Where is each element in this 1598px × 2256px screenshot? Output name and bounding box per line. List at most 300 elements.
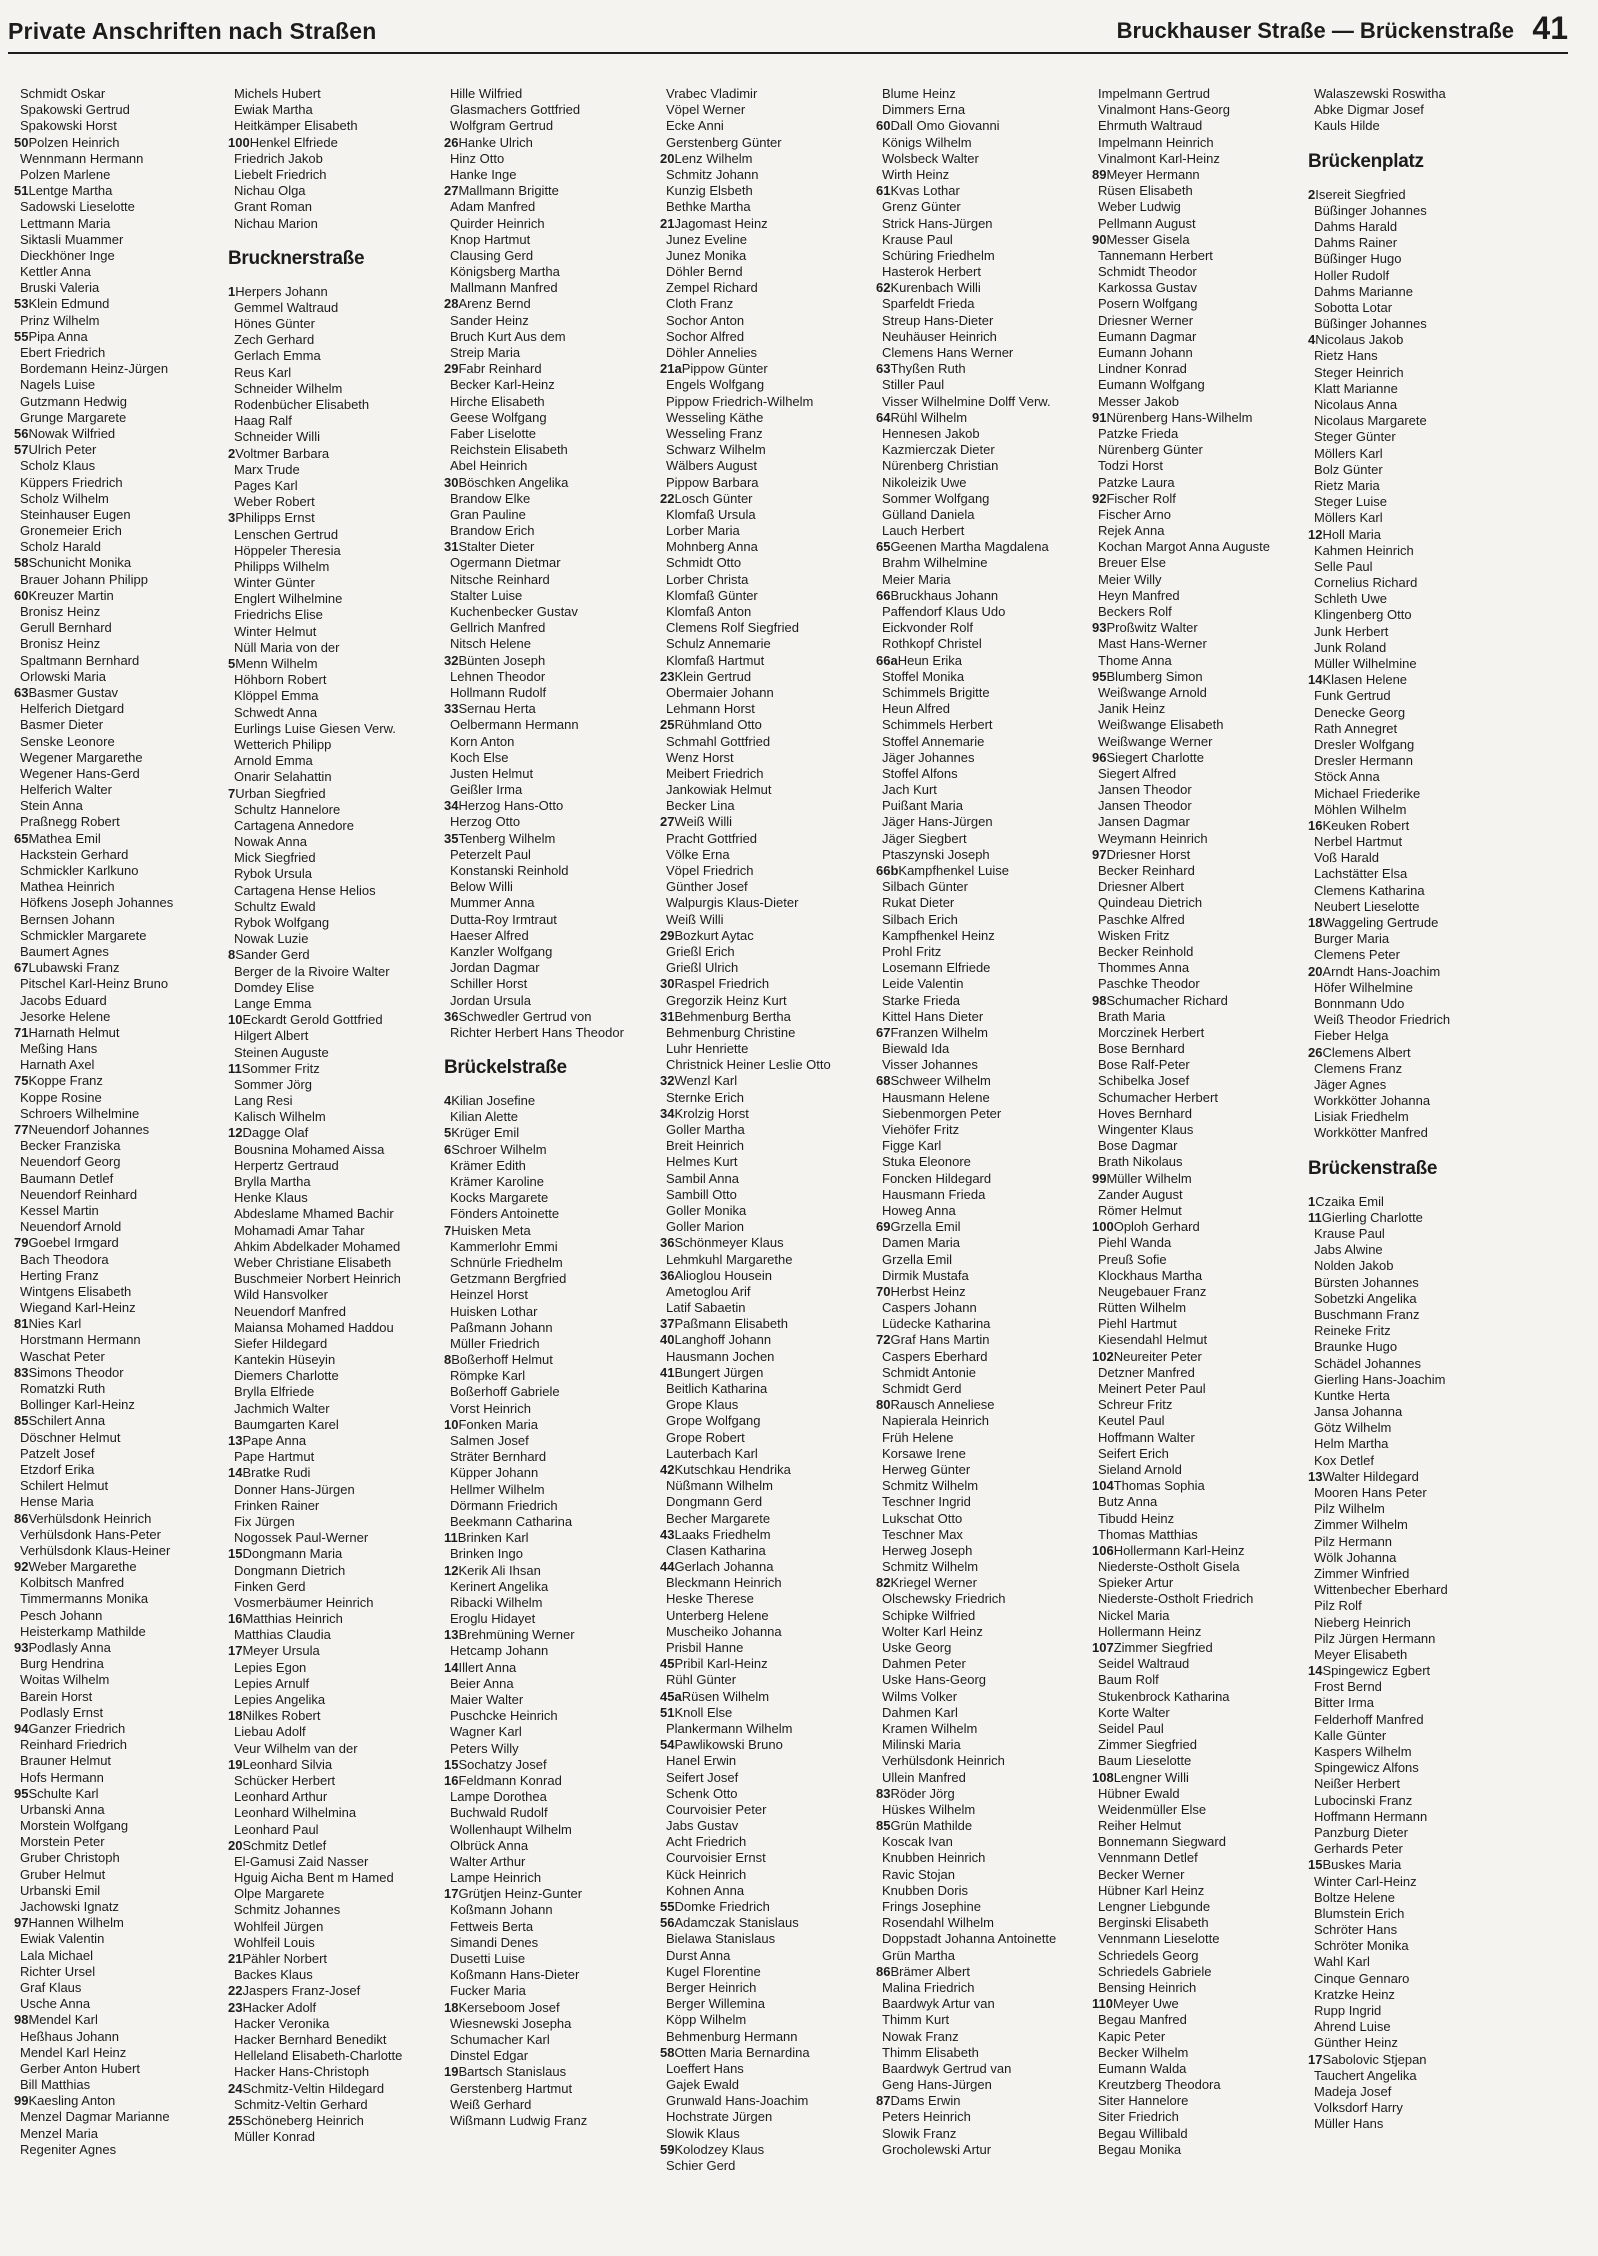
- resident-entry: [1092, 879, 1308, 895]
- resident-name: Burger Maria: [1314, 931, 1390, 947]
- house-number: 22: [660, 490, 675, 506]
- house-number: 44: [660, 1559, 675, 1575]
- resident-name: Krämer Edith: [450, 1157, 526, 1173]
- resident-name: Knubben Doris: [882, 1882, 968, 1898]
- resident-name: Pape Hartmut: [234, 1449, 315, 1465]
- resident-name: Howeg Anna: [882, 1202, 956, 1218]
- resident-name: Müller Wilhelmine: [1314, 656, 1417, 671]
- resident-name: Becker Wilhelm: [1098, 2044, 1189, 2060]
- resident-name: Eumann Dagmar: [1098, 328, 1197, 344]
- resident-name: Workkötter Johanna: [1314, 1093, 1431, 1109]
- resident-entry: [444, 199, 660, 215]
- resident-name: Luhr Henriette: [666, 1041, 749, 1057]
- resident-entry: [1308, 1615, 1524, 1631]
- resident-entry: [444, 701, 660, 717]
- resident-name: Etzdorf Erika: [20, 1461, 95, 1477]
- resident-name: Keuken Robert: [1322, 817, 1410, 833]
- resident-entry: [876, 361, 1092, 377]
- directory-column-3: [444, 86, 660, 2129]
- resident-entry: [444, 1676, 660, 1692]
- resident-name: Hoffmann Hermann: [1314, 1808, 1428, 1824]
- resident-entry: [14, 1899, 230, 1915]
- resident-entry: [228, 1627, 444, 1643]
- resident-entry: [1092, 296, 1308, 312]
- resident-name: Dahmen Peter: [882, 1656, 966, 1672]
- resident-name: Schmahl Gottfried: [666, 733, 771, 749]
- resident-name: Siktasli Muammer: [20, 231, 124, 247]
- resident-name: Kuntke Herta: [1314, 1387, 1390, 1403]
- resident-name: Ahkim Abdelkader Mohamed: [234, 1238, 401, 1254]
- resident-entry: [1092, 1073, 1308, 1089]
- resident-name: Simons Theodor: [28, 1364, 124, 1380]
- resident-name: Sommer Jörg: [234, 1076, 313, 1092]
- resident-entry: [660, 1656, 876, 1672]
- resident-name: Pippow Friedrich-Wilhelm: [666, 393, 814, 409]
- resident-entry: [14, 1009, 230, 1025]
- house-number: 25: [228, 2112, 243, 2128]
- resident-entry: [1308, 118, 1524, 134]
- resident-name: Zech Gerhard: [234, 332, 315, 348]
- resident-entry: [876, 717, 1092, 733]
- resident-name: Bonnmann Udo: [1314, 995, 1405, 1011]
- resident-name: Wesseling Käthe: [666, 409, 764, 425]
- resident-name: Berger Willemina: [666, 1996, 765, 2012]
- resident-entry: [876, 199, 1092, 215]
- resident-entry: [14, 1397, 230, 1413]
- resident-entry: [228, 381, 444, 397]
- resident-entry: [444, 993, 660, 1009]
- resident-name: Kochan Margot Anna Auguste: [1098, 539, 1271, 555]
- resident-name: Mohnberg Anna: [666, 539, 758, 555]
- resident-entry: [1308, 1077, 1524, 1093]
- resident-name: Gerber Anton Hubert: [20, 2060, 140, 2076]
- house-number: 10: [444, 1416, 459, 1432]
- resident-entry: [876, 507, 1092, 523]
- resident-name: Herweg Günter: [882, 1461, 971, 1477]
- resident-entry: [1308, 1469, 1524, 1485]
- resident-name: Hollermann Heinz: [1098, 1623, 1202, 1639]
- resident-entry: [876, 1041, 1092, 1057]
- resident-entry: [660, 620, 876, 636]
- house-number: 30: [444, 474, 459, 490]
- resident-entry: [876, 2045, 1092, 2061]
- resident-name: Grzella Emil: [890, 1219, 961, 1235]
- resident-name: Rybok Wolfgang: [234, 915, 330, 930]
- resident-name: Olbrück Anna: [450, 1837, 529, 1853]
- resident-entry: [660, 102, 876, 118]
- resident-name: Baumgarten Karel: [234, 1416, 339, 1432]
- resident-name: Steger Günter: [1314, 429, 1396, 445]
- resident-name: Schimmels Herbert: [882, 717, 993, 733]
- resident-entry: [14, 1624, 230, 1640]
- resident-name: Leonhard Arthur: [234, 1789, 328, 1805]
- resident-entry: [444, 1465, 660, 1481]
- house-number: 86: [14, 1510, 29, 1526]
- resident-name: Clemens Albert: [1322, 1044, 1411, 1060]
- resident-name: Kuchenbecker Gustav: [450, 604, 578, 619]
- resident-name: Wegener Margarethe: [20, 749, 143, 765]
- resident-name: Sambill Otto: [666, 1186, 737, 1202]
- resident-entry: [660, 2109, 876, 2125]
- resident-entry: [660, 1899, 876, 1915]
- resident-name: Begau Monika: [1098, 2141, 1182, 2157]
- resident-name: Waggeling Gertrude: [1322, 915, 1439, 930]
- resident-entry: [444, 766, 660, 782]
- house-number: 67: [876, 1024, 891, 1040]
- resident-name: Peters Willy: [450, 1740, 519, 1756]
- resident-name: Steger Luise: [1314, 494, 1387, 510]
- resident-name: Henke Klaus: [234, 1190, 308, 1206]
- resident-name: Kerik Ali Ihsan: [458, 1562, 541, 1578]
- resident-name: Biewald Ida: [882, 1041, 950, 1057]
- resident-entry: [228, 446, 444, 462]
- resident-entry: [228, 2097, 444, 2113]
- resident-entry: [1308, 2068, 1524, 2084]
- house-number: 29: [444, 361, 459, 377]
- resident-entry: [14, 1057, 230, 1073]
- resident-name: Zimmer Siegfried: [1098, 1737, 1197, 1753]
- resident-entry: [660, 993, 876, 1009]
- resident-name: Menzel Dagmar Marianne: [20, 2109, 170, 2125]
- resident-entry: [14, 1138, 230, 1154]
- resident-entry: [660, 1430, 876, 1446]
- resident-entry: [14, 2109, 230, 2125]
- resident-entry: [660, 491, 876, 507]
- resident-entry: [876, 1413, 1092, 1429]
- resident-entry: [660, 928, 876, 944]
- resident-entry: [228, 1805, 444, 1821]
- house-number: 70: [876, 1283, 891, 1299]
- resident-name: Dongmann Maria: [242, 1546, 343, 1562]
- resident-name: Brylla Martha: [234, 1174, 311, 1189]
- resident-entry: [1308, 1728, 1524, 1744]
- resident-name: Schmickler Karlkuno: [20, 863, 139, 878]
- resident-entry: [14, 1365, 230, 1381]
- resident-name: Blume Heinz: [882, 86, 956, 101]
- resident-entry: [660, 1365, 876, 1381]
- resident-entry: [228, 1660, 444, 1676]
- resident-entry: [1308, 1938, 1524, 1954]
- resident-name: Reichstein Elisabeth: [450, 442, 568, 458]
- resident-entry: [228, 365, 444, 381]
- resident-entry: [14, 717, 230, 733]
- resident-name: Heisterkamp Mathilde: [20, 1623, 146, 1639]
- resident-name: Bordemann Heinz-Jürgen: [20, 361, 169, 377]
- resident-entry: [1308, 381, 1524, 397]
- resident-name: Koch Else: [450, 749, 509, 765]
- resident-name: Lehnen Theodor: [450, 668, 546, 684]
- house-number: 20: [228, 1837, 243, 1853]
- resident-entry: [660, 507, 876, 523]
- resident-entry: [14, 1106, 230, 1122]
- resident-entry: [660, 1413, 876, 1429]
- resident-entry: [1308, 1210, 1524, 1226]
- resident-entry: [444, 572, 660, 588]
- resident-name: Dieckhöner Inge: [20, 247, 115, 263]
- resident-entry: [660, 701, 876, 717]
- resident-entry: [876, 264, 1092, 280]
- resident-name: Beekmann Catharina: [450, 1513, 573, 1529]
- resident-entry: [876, 1931, 1092, 1947]
- resident-entry: [660, 1980, 876, 1996]
- resident-entry: [228, 624, 444, 640]
- resident-name: Ewiak Valentin: [20, 1931, 105, 1947]
- resident-name: Patzelt Josef: [20, 1445, 95, 1461]
- resident-name: Huisken Meta: [451, 1222, 531, 1238]
- resident-entry: [1308, 478, 1524, 494]
- resident-name: Nolden Jakob: [1314, 1258, 1394, 1274]
- resident-name: Küpper Johann: [450, 1465, 539, 1481]
- resident-name: Vennmann Detlef: [1098, 1850, 1198, 1866]
- house-number: 18: [228, 1708, 243, 1724]
- resident-name: Knubben Heinrich: [882, 1850, 986, 1866]
- house-number: 34: [444, 798, 459, 814]
- resident-name: Paschke Alfred: [1098, 911, 1185, 927]
- resident-entry: [1308, 1194, 1524, 1210]
- resident-entry: [14, 879, 230, 895]
- resident-entry: [1308, 1874, 1524, 1890]
- house-number: 66b: [876, 863, 899, 878]
- resident-name: Helleland Elisabeth-Charlotte: [234, 2048, 403, 2064]
- house-number: 35: [444, 830, 459, 846]
- resident-entry: [1308, 1226, 1524, 1242]
- resident-name: Brauner Helmut: [20, 1753, 112, 1769]
- resident-name: Buskes Maria: [1322, 1857, 1402, 1873]
- resident-name: Nickel Maria: [1098, 1607, 1170, 1623]
- resident-name: Graf Hans Martin: [890, 1332, 990, 1348]
- resident-name: Höfer Wilhelmine: [1314, 979, 1413, 995]
- resident-entry: [14, 2012, 230, 2028]
- resident-name: Wenzl Karl: [674, 1073, 738, 1089]
- resident-entry: [228, 2032, 444, 2048]
- resident-name: Sternke Erich: [666, 1089, 745, 1105]
- resident-entry: [444, 1627, 660, 1643]
- resident-entry: [876, 1219, 1092, 1235]
- resident-name: Lala Michael: [20, 1947, 93, 1963]
- resident-entry: [228, 2016, 444, 2032]
- resident-name: Stalter Dieter: [458, 539, 535, 555]
- resident-name: Weiß Willi: [674, 814, 732, 830]
- resident-entry: [228, 996, 444, 1012]
- resident-entry: [228, 947, 444, 963]
- resident-entry: [444, 669, 660, 685]
- resident-entry: [14, 847, 230, 863]
- resident-name: Schilert Anna: [28, 1413, 106, 1429]
- resident-entry: [660, 1786, 876, 1802]
- resident-entry: [876, 1753, 1092, 1769]
- resident-name: Schüring Friedhelm: [882, 247, 995, 263]
- resident-name: Thomas Matthias: [1098, 1526, 1198, 1542]
- resident-name: Kilian Alette: [450, 1109, 518, 1125]
- resident-name: Frinken Rainer: [234, 1497, 320, 1513]
- resident-entry: [1308, 769, 1524, 785]
- resident-entry: [660, 151, 876, 167]
- resident-name: Weißwange Werner: [1098, 733, 1213, 749]
- resident-entry: [14, 976, 230, 992]
- resident-entry: [444, 361, 660, 377]
- resident-entry: [14, 1268, 230, 1284]
- resident-entry: [228, 818, 444, 834]
- resident-name: Bruch Kurt Aus dem: [450, 328, 566, 344]
- resident-name: Glasmachers Gottfried: [450, 102, 581, 118]
- resident-name: Schimmels Brigitte: [882, 684, 990, 700]
- resident-entry: [444, 1417, 660, 1433]
- resident-name: Baardwyk Artur van: [882, 1996, 995, 2012]
- resident-name: Nowak Anna: [234, 834, 307, 850]
- resident-entry: [1092, 1090, 1308, 1106]
- resident-name: Schmidt Antonie: [882, 1364, 976, 1380]
- resident-name: Breit Heinrich: [666, 1138, 745, 1154]
- resident-entry: [1092, 1284, 1308, 1300]
- resident-entry: [444, 1093, 660, 1109]
- resident-name: Morczinek Herbert: [1098, 1024, 1205, 1040]
- resident-entry: [1092, 2061, 1308, 2077]
- resident-entry: [14, 442, 230, 458]
- resident-name: Krüger Emil: [451, 1125, 520, 1141]
- resident-name: Bungert Jürgen: [674, 1364, 764, 1380]
- house-number: 93: [14, 1640, 29, 1655]
- resident-name: Loeffert Hans: [666, 2060, 744, 2076]
- resident-name: Wolter Karl Heinz: [882, 1623, 983, 1639]
- resident-name: Huisken Lothar: [450, 1303, 538, 1319]
- resident-entry: [14, 653, 230, 669]
- resident-entry: [1092, 1689, 1308, 1705]
- resident-entry: [876, 669, 1092, 685]
- resident-name: Lorber Maria: [666, 523, 740, 539]
- resident-name: Gerstenberg Hartmut: [450, 2080, 573, 2096]
- house-number: 45: [660, 1656, 675, 1672]
- resident-name: Sommer Wolfgang: [882, 490, 990, 506]
- resident-name: Jaspers Franz-Josef: [242, 1983, 361, 1999]
- resident-entry: [444, 831, 660, 847]
- resident-entry: [228, 980, 444, 996]
- resident-name: Kiesendahl Helmut: [1098, 1332, 1208, 1348]
- resident-entry: [1092, 1527, 1308, 1543]
- resident-entry: [876, 135, 1092, 151]
- house-number: 1: [228, 283, 236, 299]
- resident-entry: [14, 604, 230, 620]
- resident-entry: [1092, 1591, 1308, 1607]
- resident-entry: [660, 1737, 876, 1753]
- resident-name: Goller Monika: [666, 1202, 747, 1218]
- resident-entry: [228, 300, 444, 316]
- resident-entry: [228, 183, 444, 199]
- resident-entry: [1308, 413, 1524, 429]
- resident-entry: [1308, 1045, 1524, 1061]
- resident-name: Hacker Adolf: [242, 1999, 317, 2015]
- resident-name: Hanke Ulrich: [458, 134, 533, 150]
- resident-entry: [1308, 1890, 1524, 1906]
- resident-entry: [14, 86, 230, 102]
- resident-entry: [876, 1235, 1092, 1251]
- resident-name: Frost Bernd: [1314, 1679, 1382, 1695]
- house-number: 50: [14, 134, 29, 150]
- resident-entry: [444, 1336, 660, 1352]
- resident-entry: [660, 1397, 876, 1413]
- resident-entry: [876, 475, 1092, 491]
- resident-name: Nowak Franz: [882, 2028, 959, 2044]
- resident-name: Schröter Monika: [1314, 1938, 1409, 1954]
- resident-name: Jordan Dagmar: [450, 960, 540, 976]
- resident-entry: [660, 1025, 876, 1041]
- resident-name: Heun Erika: [897, 652, 963, 668]
- resident-name: Walter Arthur: [450, 1853, 526, 1869]
- resident-name: Junez Eveline: [666, 231, 747, 247]
- resident-name: Kreuzer Martin: [28, 587, 114, 603]
- resident-entry: [660, 118, 876, 134]
- resident-name: Kerseboom Josef: [458, 1999, 560, 2015]
- resident-entry: [228, 151, 444, 167]
- resident-entry: [876, 394, 1092, 410]
- resident-entry: [14, 1948, 230, 1964]
- house-number: 64: [876, 409, 891, 425]
- resident-entry: [444, 1271, 660, 1287]
- resident-entry: [444, 912, 660, 928]
- resident-name: Domdey Elise: [234, 979, 315, 995]
- resident-entry: [660, 1073, 876, 1089]
- resident-entry: [14, 1786, 230, 1802]
- resident-name: Koscak Ivan: [882, 1834, 953, 1850]
- resident-entry: [876, 1203, 1092, 1219]
- resident-name: Begau Willibald: [1098, 2125, 1188, 2141]
- resident-name: Keutel Paul: [1098, 1413, 1165, 1429]
- resident-name: Schwedt Anna: [234, 704, 318, 720]
- resident-entry: [1092, 1672, 1308, 1688]
- resident-entry: [1092, 2126, 1308, 2142]
- resident-name: Latif Sabaetin: [666, 1300, 746, 1316]
- resident-name: Herweg Joseph: [882, 1542, 973, 1558]
- resident-name: Nagels Luise: [20, 377, 96, 393]
- resident-entry: [1092, 1349, 1308, 1365]
- resident-entry: [660, 2061, 876, 2077]
- house-number: 13: [444, 1627, 459, 1643]
- resident-name: Hacker Hans-Christoph: [234, 2064, 370, 2080]
- resident-name: Nowak Luzie: [234, 931, 309, 947]
- resident-entry: [660, 653, 876, 669]
- resident-entry: [660, 863, 876, 879]
- resident-name: Schriedels Georg: [1098, 1947, 1199, 1963]
- resident-name: Kriegel Werner: [890, 1575, 977, 1591]
- house-number: 67: [14, 960, 29, 976]
- resident-name: Dams Erwin: [890, 2093, 961, 2109]
- resident-name: Sabolovic Stjepan: [1322, 2051, 1427, 2067]
- resident-entry: [444, 2032, 660, 2048]
- resident-name: Teschner Ingrid: [882, 1494, 971, 1510]
- resident-entry: [14, 1834, 230, 1850]
- resident-name: Lenz Wilhelm: [674, 150, 753, 166]
- resident-name: Rütten Wilhelm: [1098, 1300, 1187, 1316]
- house-number: 15: [228, 1546, 243, 1562]
- resident-entry: [660, 1802, 876, 1818]
- resident-name: Impelmann Gertrud: [1098, 86, 1210, 101]
- resident-name: Buschmeier Norbert Heinrich: [234, 1271, 401, 1287]
- resident-name: Dresler Wolfgang: [1314, 736, 1415, 752]
- resident-name: Schmitz Wilhelm: [882, 1478, 979, 1494]
- resident-name: Grant Roman: [234, 199, 313, 215]
- resident-entry: [660, 555, 876, 571]
- resident-entry: [876, 1365, 1092, 1381]
- resident-name: Grütjen Heinz-Gunter: [458, 1886, 583, 1902]
- resident-entry: [660, 1543, 876, 1559]
- resident-name: Pipa Anna: [28, 328, 88, 344]
- house-number: 89: [1092, 166, 1107, 182]
- resident-name: Sambil Anna: [666, 1170, 739, 1186]
- resident-name: Lenschen Gertrud: [234, 526, 339, 542]
- resident-entry: [14, 1446, 230, 1462]
- resident-entry: [876, 1511, 1092, 1527]
- resident-name: Scholz Wilhelm: [20, 490, 109, 506]
- resident-name: Clemens Peter: [1314, 947, 1400, 963]
